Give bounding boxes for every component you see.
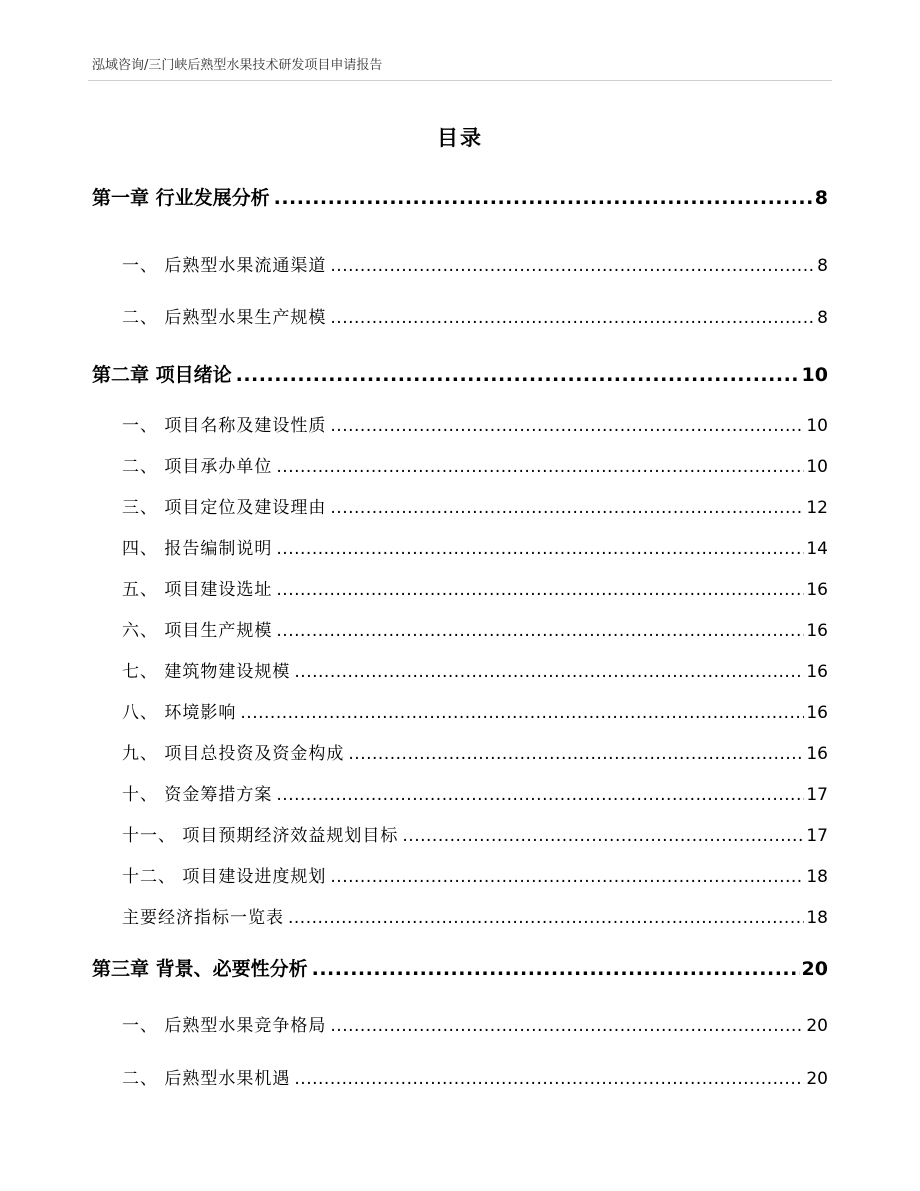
toc-entry-label: 八、 环境影响 bbox=[122, 703, 237, 723]
dot-leader bbox=[402, 826, 804, 846]
toc-entry-chapter-1[interactable] bbox=[92, 183, 828, 210]
dot-leader bbox=[276, 785, 804, 805]
toc-entry-section[interactable] bbox=[92, 862, 828, 887]
toc-entry-label: 一、 后熟型水果竞争格局 bbox=[122, 1016, 327, 1036]
toc-entry-label: 第三章 背景、必要性分析 bbox=[92, 958, 308, 980]
toc-entry-page: 16 bbox=[806, 703, 828, 723]
toc-entry-page: 8 bbox=[817, 308, 828, 328]
toc-entry-label: 第一章 行业发展分析 bbox=[92, 187, 270, 209]
running-header: 泓域咨询/三门峡后熟型水果技术研发项目申请报告 bbox=[92, 58, 383, 73]
toc-entry-section[interactable] bbox=[92, 616, 828, 641]
dot-leader bbox=[274, 187, 813, 209]
toc-entry-section[interactable] bbox=[92, 1064, 828, 1089]
toc-entry-section[interactable] bbox=[92, 493, 828, 518]
dot-leader bbox=[240, 703, 804, 723]
toc-entry-label: 一、 项目名称及建设性质 bbox=[122, 416, 327, 436]
toc-entry-label: 第二章 项目绪论 bbox=[92, 364, 232, 386]
toc-entry-page: 17 bbox=[806, 785, 828, 805]
toc-entry-label: 主要经济指标一览表 bbox=[122, 908, 284, 928]
dot-leader bbox=[330, 256, 815, 276]
toc-entry-label: 二、 后熟型水果生产规模 bbox=[122, 308, 327, 328]
toc-entry-label: 五、 项目建设选址 bbox=[122, 580, 273, 600]
dot-leader bbox=[236, 364, 800, 386]
toc-entry-chapter-2[interactable] bbox=[92, 360, 828, 387]
dot-leader bbox=[330, 308, 815, 328]
toc-entry-page: 20 bbox=[806, 1069, 828, 1089]
toc-entry-label: 六、 项目生产规模 bbox=[122, 621, 273, 641]
dot-leader bbox=[330, 1016, 804, 1036]
toc-entry-page: 16 bbox=[806, 621, 828, 641]
toc-entry-label: 十一、 项目预期经济效益规划目标 bbox=[122, 826, 399, 846]
toc-entry-label: 十二、 项目建设进度规划 bbox=[122, 867, 327, 887]
toc-entry-page: 17 bbox=[806, 826, 828, 846]
toc-title: 目录 bbox=[437, 126, 483, 150]
dot-leader bbox=[330, 498, 804, 518]
toc-entry-section[interactable] bbox=[92, 251, 828, 276]
toc-entry-page: 12 bbox=[806, 498, 828, 518]
dot-leader bbox=[276, 457, 804, 477]
dot-leader bbox=[330, 867, 804, 887]
toc-entry-section[interactable] bbox=[92, 411, 828, 436]
toc-entry-label: 三、 项目定位及建设理由 bbox=[122, 498, 327, 518]
dot-leader bbox=[276, 539, 804, 559]
toc-entry-page: 16 bbox=[806, 580, 828, 600]
toc-entry-page: 10 bbox=[806, 416, 828, 436]
dot-leader bbox=[348, 744, 804, 764]
toc-entry-label: 二、 后熟型水果机遇 bbox=[122, 1069, 291, 1089]
toc-entry-page: 8 bbox=[817, 256, 828, 276]
toc-entry-page: 20 bbox=[801, 958, 828, 980]
toc-entry-section[interactable] bbox=[92, 780, 828, 805]
dot-leader bbox=[330, 416, 804, 436]
toc-entry-label: 四、 报告编制说明 bbox=[122, 539, 273, 559]
toc-entry-label: 一、 后熟型水果流通渠道 bbox=[122, 256, 327, 276]
toc-entry-label: 二、 项目承办单位 bbox=[122, 457, 273, 477]
toc-entry-section[interactable] bbox=[92, 698, 828, 723]
toc-entry-section[interactable] bbox=[92, 575, 828, 600]
toc-entry-section[interactable] bbox=[92, 534, 828, 559]
toc-entry-section[interactable] bbox=[92, 903, 828, 928]
dot-leader bbox=[276, 621, 804, 641]
header-divider bbox=[88, 80, 832, 81]
toc-entry-page: 16 bbox=[806, 744, 828, 764]
dot-leader bbox=[288, 908, 804, 928]
toc-entry-page: 10 bbox=[801, 364, 828, 386]
toc-entry-section[interactable] bbox=[92, 657, 828, 682]
toc-entry-page: 16 bbox=[806, 662, 828, 682]
toc-entry-page: 10 bbox=[806, 457, 828, 477]
toc-entry-section[interactable] bbox=[92, 821, 828, 846]
toc-entry-section[interactable] bbox=[92, 452, 828, 477]
toc-entry-page: 18 bbox=[806, 908, 828, 928]
dot-leader bbox=[294, 662, 804, 682]
toc-entry-label: 九、 项目总投资及资金构成 bbox=[122, 744, 345, 764]
toc-entry-section[interactable] bbox=[92, 303, 828, 328]
dot-leader bbox=[312, 958, 800, 980]
toc-entry-page: 14 bbox=[806, 539, 828, 559]
toc-entry-page: 20 bbox=[806, 1016, 828, 1036]
toc-entry-label: 七、 建筑物建设规模 bbox=[122, 662, 291, 682]
toc-entry-label: 十、 资金筹措方案 bbox=[122, 785, 273, 805]
dot-leader bbox=[294, 1069, 804, 1089]
dot-leader bbox=[276, 580, 804, 600]
toc-entry-page: 18 bbox=[806, 867, 828, 887]
toc-entry-section[interactable] bbox=[92, 739, 828, 764]
toc-entry-chapter-3[interactable] bbox=[92, 954, 828, 981]
toc-entry-page: 8 bbox=[814, 187, 828, 209]
toc-entry-section[interactable] bbox=[92, 1011, 828, 1036]
